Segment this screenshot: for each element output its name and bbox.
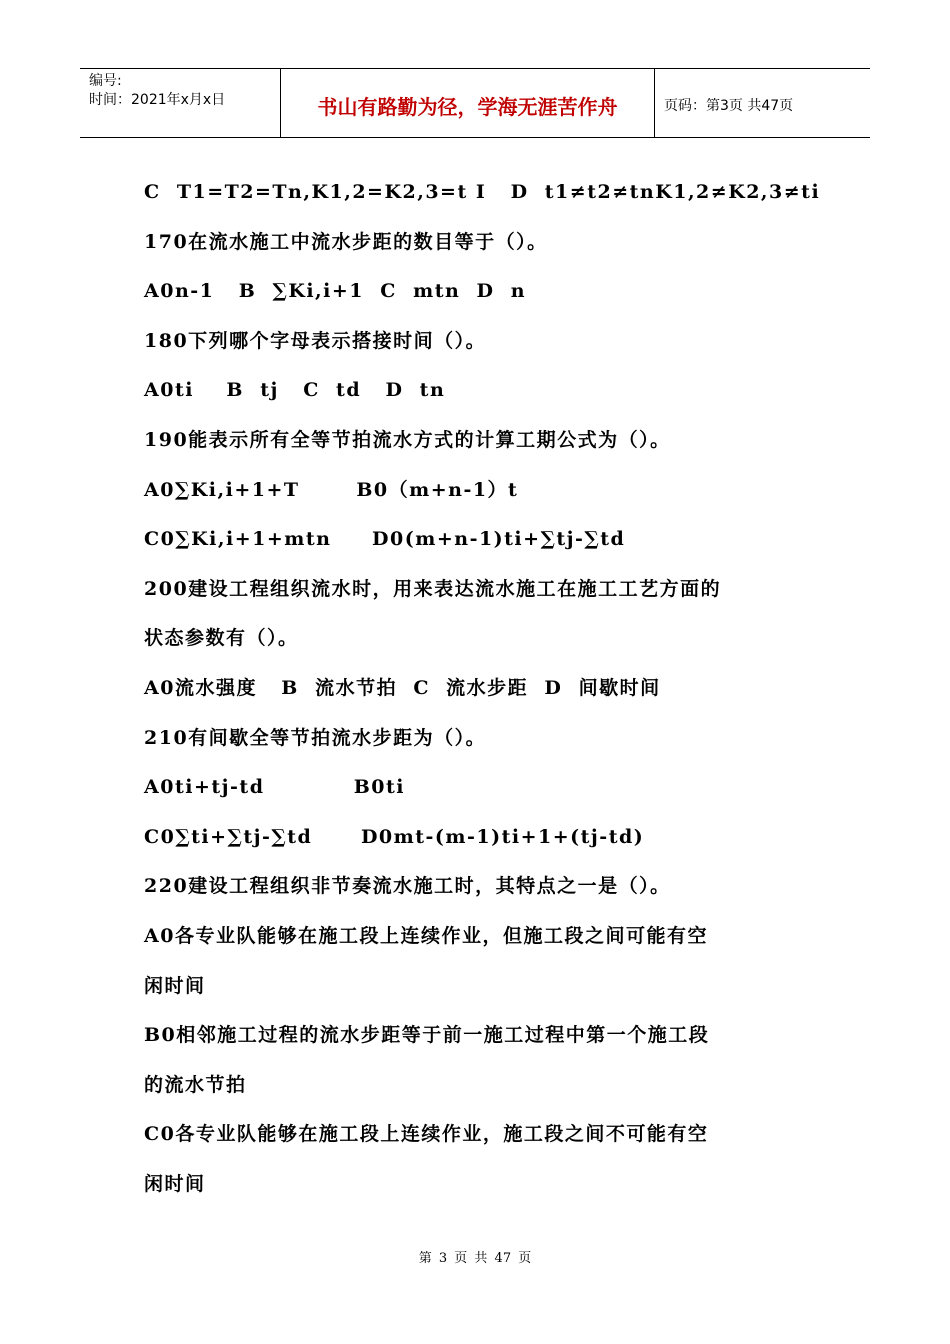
- question-170: 170在流水施工中流水步距的数目等于（）。: [144, 230, 548, 253]
- option-220-a-cont: 闲时间: [144, 974, 206, 997]
- option-220-b: B0相邻施工过程的流水步距等于前一施工过程中第一个施工段: [144, 1024, 710, 1047]
- question-220: 220建设工程组织非节奏流水施工时，其特点之一是（）。: [144, 875, 671, 898]
- page-header: [80, 68, 870, 138]
- text-line: C T1=T2=Tn,K1,2=K2,3=t I D t1≠t2≠tnK1,2≠K2,3≠ti: [144, 181, 821, 203]
- header-motto: 书山有路勤为径，学海无涯苦作舟: [281, 69, 655, 137]
- options-200: A0流水强度 B 流水节拍 C 流水步距 D 间歇时间: [144, 676, 661, 699]
- option-220-c: C0各专业队能够在施工段上连续作业，施工段之间不可能有空: [144, 1123, 709, 1146]
- header-meta: [80, 69, 281, 137]
- options-190-ab: A0∑Ki,i+1+T B0（m+n-1）t: [144, 478, 519, 501]
- options-210-ab: A0ti+tj-td B0ti: [144, 776, 406, 799]
- number-label: 编号:: [89, 73, 122, 89]
- question-210: 210有间歇全等节拍流水步距为（）。: [144, 726, 487, 749]
- question-200-cont: 状态参数有（）。: [144, 627, 299, 650]
- document-body: [144, 168, 824, 1209]
- option-220-a: A0各专业队能够在施工段上连续作业，但施工段之间可能有空: [144, 924, 708, 947]
- option-220-c-cont: 闲时间: [144, 1172, 206, 1195]
- page-footer: 第 3 页 共 47 页: [418, 1251, 532, 1266]
- question-190: 190能表示所有全等节拍流水方式的计算工期公式为（）。: [144, 428, 671, 451]
- options-210-cd: C0∑ti+∑tj-∑td D0mt-(m-1)ti+1+(tj-td): [144, 825, 645, 848]
- question-180: 180下列哪个字母表示搭接时间（）。: [144, 329, 487, 352]
- time-label: 时间：2021年x月x日: [89, 92, 226, 108]
- options-190-cd: C0∑Ki,i+1+mtn D0(m+n-1)ti+∑tj-∑td: [144, 528, 626, 551]
- options-170: A0n-1 B ∑Ki,i+1 C mtn D n: [144, 280, 527, 303]
- question-200: 200建设工程组织流水时，用来表达流水施工在施工工艺方面的: [144, 577, 722, 600]
- option-220-b-cont: 的流水节拍: [144, 1073, 247, 1096]
- header-page-info: 页码：第3页 共47页: [664, 97, 794, 114]
- options-180: A0ti B tj C td D tn: [144, 379, 446, 402]
